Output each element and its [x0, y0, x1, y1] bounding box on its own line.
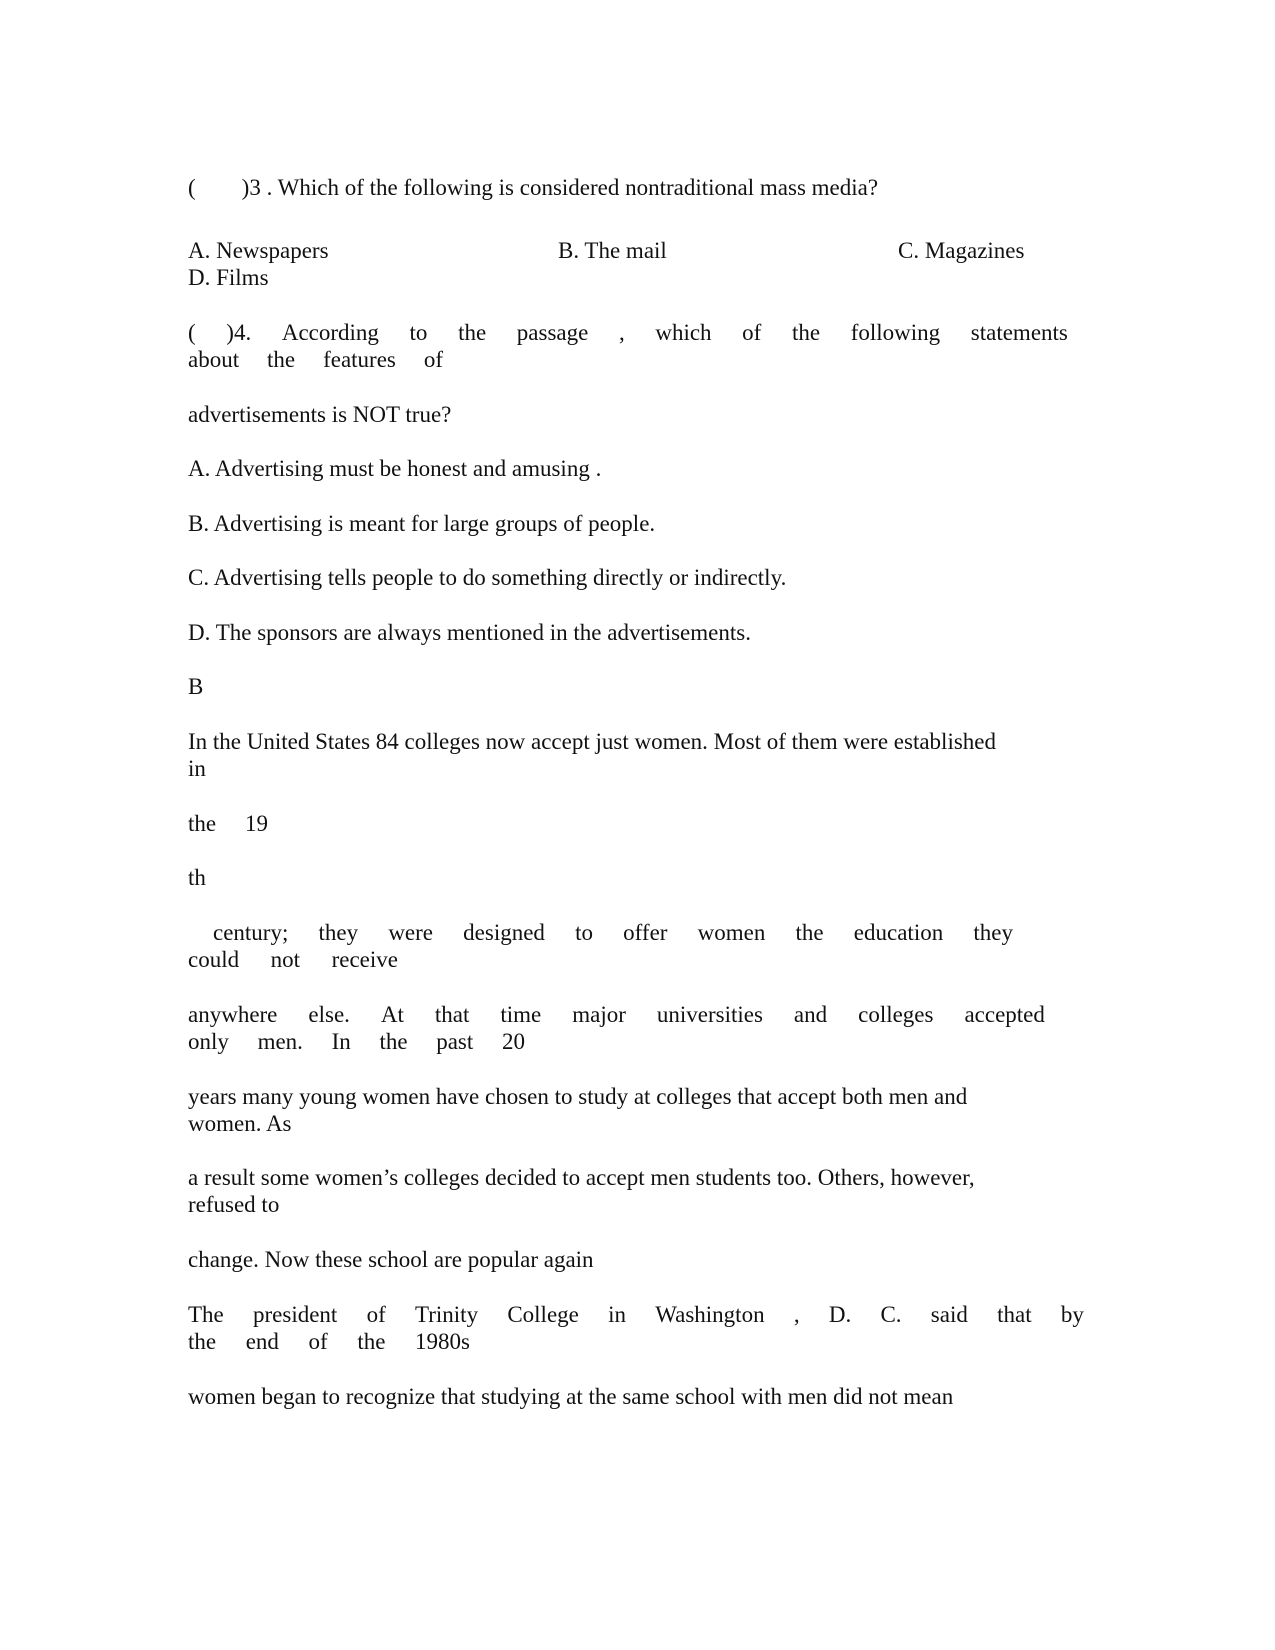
passage-line: [188, 1301, 1084, 1329]
passage-line: [188, 1001, 1045, 1029]
q4-option-c: C. Advertising tells people to do something directly or indirectly.: [188, 565, 787, 590]
passage-word: were: [388, 920, 433, 945]
passage-word: In: [331, 1029, 351, 1054]
passage-line: [188, 946, 398, 974]
passage-line: In the United States 84 colleges now accept just women. Most of them were established: [188, 729, 996, 754]
q4-word: about: [188, 347, 240, 372]
passage-word: the: [188, 1329, 217, 1354]
q4-word: which: [655, 320, 712, 345]
q4-option-d: D. The sponsors are always mentioned in the advertisements.: [188, 620, 751, 645]
passage-word: president: [253, 1302, 338, 1327]
passage-line: change. Now these school are popular again: [188, 1247, 594, 1272]
question-4-stem-line3: advertisements is NOT true?: [188, 402, 452, 427]
passage-word: past: [436, 1029, 474, 1054]
passage-word: end: [245, 1329, 279, 1354]
passage-word: and: [793, 1002, 828, 1027]
passage-word: designed: [463, 920, 545, 945]
q3-option-a: A. Newspapers: [188, 238, 329, 263]
passage-line: th: [188, 865, 206, 890]
q4-option-a: A. Advertising must be honest and amusing .: [188, 456, 602, 481]
passage-line: [188, 810, 268, 838]
passage-word: the: [357, 1329, 386, 1354]
q3-option-d: D. Films: [188, 265, 269, 290]
q4-word: of: [742, 320, 762, 345]
passage-word: ,: [793, 1302, 800, 1327]
passage-word: Washington: [655, 1302, 765, 1327]
passage-word: could: [188, 947, 240, 972]
passage-word: by: [1060, 1302, 1084, 1327]
passage-word: in: [608, 1302, 627, 1327]
q4-word: passage: [516, 320, 589, 345]
passage-word: they: [318, 920, 359, 945]
passage-line: women began to recognize that studying at the same school with men did not mean: [188, 1384, 954, 1409]
q4-word: (: [188, 320, 196, 345]
passage-word: accepted: [964, 1002, 1045, 1027]
passage-word: C.: [880, 1302, 902, 1327]
passage-line: a result some women’s colleges decided to accept men students too. Others, however,: [188, 1165, 975, 1190]
passage-word: education: [853, 920, 944, 945]
passage-line: [188, 1328, 470, 1356]
q4-word: statements: [970, 320, 1068, 345]
passage-word: that: [997, 1302, 1032, 1327]
passage-line: years many young women have chosen to study at colleges that accept both men and: [188, 1084, 968, 1109]
passage-line: [188, 1028, 525, 1056]
passage-word: said: [930, 1302, 968, 1327]
question-4-stem-line2: [188, 346, 443, 374]
q4-word: )4.: [226, 320, 252, 345]
passage-word: the: [795, 920, 824, 945]
q4-word: the: [791, 320, 821, 345]
q4-word: the: [458, 320, 487, 345]
passage-word: the: [188, 811, 217, 836]
passage-word: men.: [257, 1029, 303, 1054]
q3-option-b: B. The mail: [558, 238, 667, 263]
passage-word: of: [308, 1329, 328, 1354]
passage-word: century;: [213, 920, 289, 945]
passage-word: 20: [501, 1029, 525, 1054]
q3-option-c: C. Magazines: [898, 238, 1025, 263]
passage-line: in: [188, 756, 206, 781]
q4-word: of: [423, 347, 443, 372]
passage-line: [213, 919, 1013, 947]
passage-word: 1980s: [415, 1329, 470, 1354]
passage-word: At: [380, 1002, 404, 1027]
passage-word: of: [366, 1302, 386, 1327]
passage-word: the: [379, 1029, 408, 1054]
passage-word: not: [270, 947, 301, 972]
passage-line: women. As: [188, 1111, 292, 1136]
q4-word: ,: [618, 320, 625, 345]
passage-word: universities: [656, 1002, 763, 1027]
question-3-stem: ( )3 . Which of the following is considered nontraditional mass media?: [188, 175, 879, 200]
passage-word: anywhere: [188, 1002, 278, 1027]
passage-word: that: [434, 1002, 470, 1027]
q4-word: following: [850, 320, 941, 345]
passage-word: College: [507, 1302, 579, 1327]
passage-word: major: [572, 1002, 626, 1027]
q4-option-b: B. Advertising is meant for large groups of people.: [188, 511, 656, 536]
q4-word: the: [267, 347, 296, 372]
passage-word: Trinity: [415, 1302, 479, 1327]
passage-word: receive: [331, 947, 398, 972]
passage-word: they: [973, 920, 1013, 945]
q4-word: According: [281, 320, 379, 345]
passage-line: refused to: [188, 1192, 280, 1217]
q4-word: to: [409, 320, 428, 345]
passage-word: The: [188, 1302, 224, 1327]
q4-word: features: [323, 347, 396, 372]
passage-word: to: [575, 920, 593, 945]
question-4-stem-line1: [188, 319, 1068, 347]
passage-word: D.: [828, 1302, 852, 1327]
passage-word: time: [500, 1002, 542, 1027]
passage-word: only: [188, 1029, 229, 1054]
passage-word: colleges: [858, 1002, 934, 1027]
section-label: B: [188, 674, 204, 699]
passage-word: 19: [245, 811, 268, 836]
passage-word: women: [697, 920, 766, 945]
passage-word: offer: [623, 920, 668, 945]
passage-word: else.: [308, 1002, 350, 1027]
